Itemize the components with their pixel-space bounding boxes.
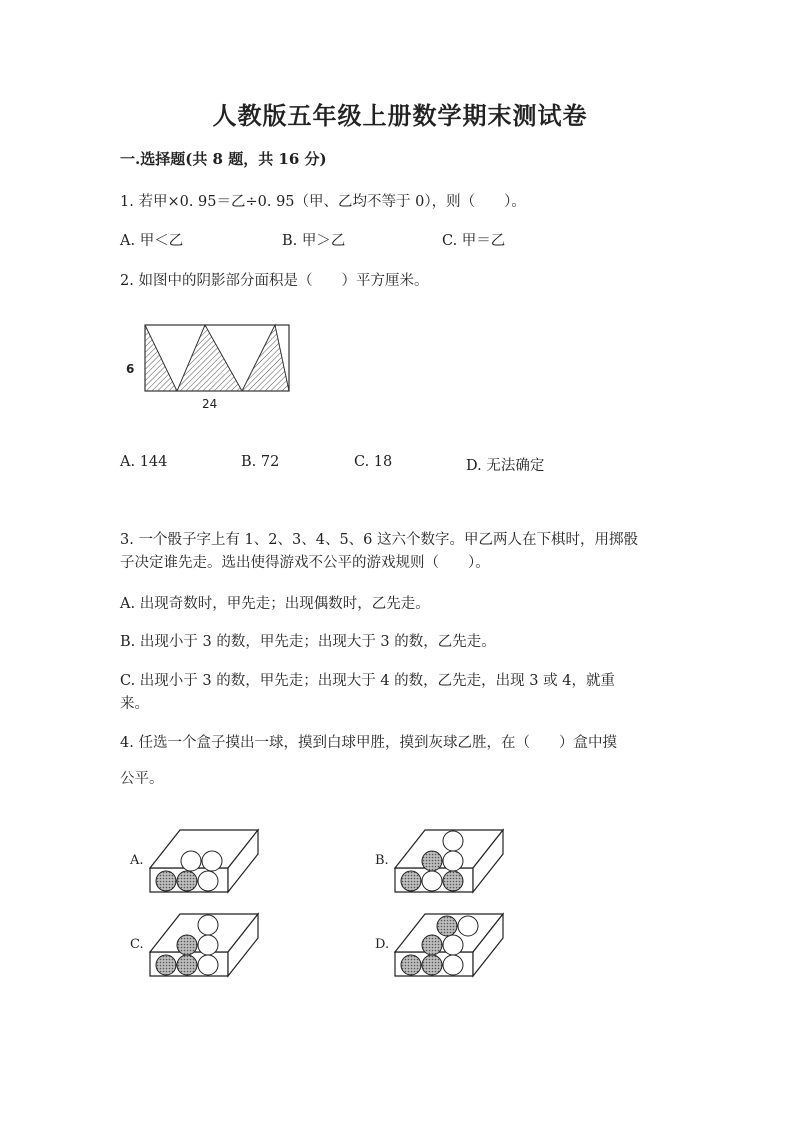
box-b <box>375 830 503 892</box>
shaded-triangles-figure <box>120 315 310 415</box>
question-2-option-c: C. 18 <box>354 454 393 470</box>
box-b-label: B. <box>375 853 389 868</box>
question-1-option-c: C. 甲＝乙 <box>442 233 506 249</box>
section-heading: 一.选择题(共 8 题，共 16 分) <box>120 150 327 168</box>
ball-boxes-figure <box>120 820 570 995</box>
question-3-stem-line2: 子决定谁先走。选出使得游戏不公平的游戏规则（ ）。 <box>120 555 490 571</box>
question-3-option-a: A. 出现奇数时，甲先走；出现偶数时，乙先走。 <box>120 596 430 612</box>
box-c <box>130 914 258 976</box>
box-d <box>375 914 503 976</box>
figure-height-label: 6 <box>126 362 135 376</box>
question-2-option-d: D. 无法确定 <box>466 458 545 474</box>
question-4-stem-line1: 4. 任选一个盒子摸出一球，摸到白球甲胜，摸到灰球乙胜，在（ ）盒中摸 <box>120 735 617 751</box>
question-1-stem: 1. 若甲×0. 95＝乙÷0. 95（甲、乙均不等于 0），则（ ）。 <box>120 194 526 210</box>
question-3-option-b: B. 出现小于 3 的数，甲先走；出现大于 3 的数，乙先走。 <box>120 634 496 650</box>
box-d-label: D. <box>375 937 390 952</box>
question-4-stem-line2: 公平。 <box>120 771 164 787</box>
question-2-option-b: B. 72 <box>241 454 280 470</box>
question-1-option-a: A. 甲＜乙 <box>120 233 184 249</box>
question-3-option-c-cont: 来。 <box>120 696 149 712</box>
box-a-label: A. <box>130 853 144 868</box>
box-c-label: C. <box>130 937 144 952</box>
question-2-stem: 2. 如图中的阴影部分面积是（ ）平方厘米。 <box>120 273 429 289</box>
figure-width-label: 24 <box>202 397 218 411</box>
box-a <box>129 830 258 892</box>
page-title: 人教版五年级上册数学期末测试卷 <box>212 101 588 130</box>
question-1-option-b: B. 甲＞乙 <box>282 233 346 249</box>
question-2-option-a: A. 144 <box>120 454 168 470</box>
question-3-stem-line1: 3. 一个骰子字上有 1、2、3、4、5、6 这六个数字。甲乙两人在下棋时，用掷骰 <box>120 532 639 548</box>
question-3-option-c: C. 出现小于 3 的数，甲先走；出现大于 4 的数，乙先走，出现 3 或 4，就重 <box>120 673 615 689</box>
